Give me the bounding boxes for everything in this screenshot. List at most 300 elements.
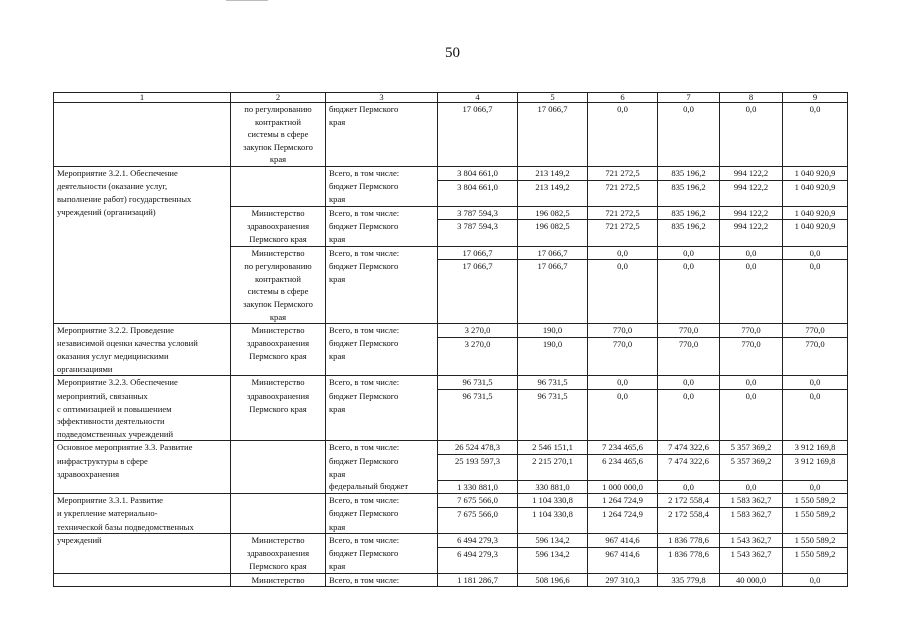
funding-source-cell: бюджет Пермского — [326, 180, 438, 193]
amount-cell: 17 066,7 — [438, 246, 518, 260]
funding-source-cell: края — [326, 468, 438, 481]
executor-cell: Пермского края — [231, 350, 326, 363]
amount-cell: 5 357 369,2 — [720, 441, 783, 455]
amount-cell: 7 675 566,0 — [438, 507, 518, 520]
amount-cell: 3 804 661,0 — [438, 180, 518, 193]
executor-cell: здравоохранения — [231, 220, 326, 233]
amount-cell: 0,0 — [720, 376, 783, 390]
table-row — [54, 337, 848, 350]
executor-cell — [231, 480, 326, 494]
amount-cell — [783, 560, 848, 573]
amount-cell: 770,0 — [720, 337, 783, 350]
activity-cell — [54, 128, 231, 141]
budget-table — [53, 92, 848, 587]
amount-cell — [720, 311, 783, 324]
table-row — [54, 180, 848, 193]
executor-cell: закупок Пермского — [231, 298, 326, 311]
table-row — [54, 311, 848, 324]
amount-cell — [438, 116, 518, 129]
amount-cell — [720, 153, 783, 166]
amount-cell: 1 543 362,7 — [720, 534, 783, 548]
amount-cell — [658, 521, 720, 534]
amount-cell: 17 066,7 — [438, 260, 518, 273]
header-cell: 6 — [588, 93, 658, 103]
funding-source-cell: края — [326, 403, 438, 416]
table-row — [54, 521, 848, 534]
amount-cell — [518, 116, 588, 129]
funding-source-cell: края — [326, 521, 438, 534]
activity-cell: оказания услуг медицинскими — [54, 350, 231, 363]
executor-cell: контрактной — [231, 273, 326, 286]
table-row — [54, 103, 848, 116]
amount-cell: 1 550 589,2 — [783, 507, 848, 520]
header-cell: 7 — [658, 93, 720, 103]
amount-cell — [438, 285, 518, 298]
funding-source-cell: бюджет Пермского — [326, 455, 438, 468]
amount-cell — [438, 128, 518, 141]
table-body — [54, 93, 848, 587]
amount-cell: 1 181 286,7 — [438, 573, 518, 587]
amount-cell — [518, 128, 588, 141]
amount-cell — [658, 403, 720, 416]
activity-cell — [54, 573, 231, 587]
amount-cell: 7 234 465,6 — [588, 441, 658, 455]
amount-cell — [518, 560, 588, 573]
funding-source-cell: Всего, в том числе: — [326, 376, 438, 390]
activity-cell: Мероприятие 3.2.1. Обеспечение — [54, 166, 231, 180]
activity-cell — [54, 560, 231, 573]
amount-cell: 835 196,2 — [658, 206, 720, 220]
table-row — [54, 468, 848, 481]
amount-cell: 967 414,6 — [588, 547, 658, 560]
scan-artifact-line — [226, 0, 268, 1]
funding-source-cell: края — [326, 350, 438, 363]
amount-cell — [588, 311, 658, 324]
amount-cell — [518, 233, 588, 246]
amount-cell — [720, 233, 783, 246]
executor-cell: Министерство — [231, 376, 326, 390]
activity-cell: с оптимизацией и повышением — [54, 403, 231, 416]
amount-cell — [588, 273, 658, 286]
table-row — [54, 507, 848, 520]
table-row — [54, 480, 848, 494]
amount-cell — [588, 350, 658, 363]
amount-cell — [588, 128, 658, 141]
table-row — [54, 573, 848, 587]
amount-cell — [588, 428, 658, 441]
header-cell: 2 — [231, 93, 326, 103]
amount-cell: 2 172 558,4 — [658, 507, 720, 520]
amount-cell — [518, 468, 588, 481]
executor-cell: Пермского края — [231, 233, 326, 246]
amount-cell: 3 270,0 — [438, 324, 518, 338]
table-row — [54, 455, 848, 468]
amount-cell: 6 494 279,3 — [438, 547, 518, 560]
executor-cell: Министерство — [231, 573, 326, 587]
table-row — [54, 415, 848, 428]
executor-cell: Пермского края — [231, 403, 326, 416]
amount-cell — [783, 311, 848, 324]
activity-cell — [54, 480, 231, 494]
amount-cell: 0,0 — [783, 376, 848, 390]
funding-source-cell — [326, 415, 438, 428]
amount-cell — [720, 428, 783, 441]
amount-cell — [438, 193, 518, 206]
activity-cell — [54, 141, 231, 154]
amount-cell: 0,0 — [658, 103, 720, 116]
table-row — [54, 534, 848, 548]
activity-cell: деятельности (оказание услуг, — [54, 180, 231, 193]
amount-cell — [720, 141, 783, 154]
table-row — [54, 141, 848, 154]
amount-cell — [658, 311, 720, 324]
amount-cell — [658, 560, 720, 573]
activity-cell — [54, 246, 231, 260]
amount-cell — [658, 273, 720, 286]
amount-cell — [720, 415, 783, 428]
header-cell: 8 — [720, 93, 783, 103]
table-row — [54, 350, 848, 363]
amount-cell — [783, 193, 848, 206]
amount-cell — [518, 415, 588, 428]
amount-cell: 721 272,5 — [588, 180, 658, 193]
table-row — [54, 428, 848, 441]
table-row — [54, 220, 848, 233]
executor-cell — [231, 507, 326, 520]
amount-cell — [588, 116, 658, 129]
amount-cell: 335 779,8 — [658, 573, 720, 587]
activity-cell — [54, 260, 231, 273]
amount-cell — [438, 560, 518, 573]
page-number: 50 — [445, 45, 460, 61]
amount-cell: 2 546 151,1 — [518, 441, 588, 455]
amount-cell — [588, 153, 658, 166]
amount-cell — [518, 153, 588, 166]
activity-cell: Основное мероприятие 3.3. Развитие — [54, 441, 231, 455]
amount-cell — [518, 350, 588, 363]
activity-cell — [54, 285, 231, 298]
funding-source-cell: Всего, в том числе: — [326, 534, 438, 548]
amount-cell: 40 000,0 — [720, 573, 783, 587]
amount-cell — [588, 141, 658, 154]
amount-cell: 0,0 — [720, 390, 783, 403]
activity-cell: Мероприятие 3.3.1. Развитие — [54, 494, 231, 508]
activity-cell: эффективности деятельности — [54, 415, 231, 428]
amount-cell: 1 330 881,0 — [438, 480, 518, 494]
amount-cell — [658, 233, 720, 246]
amount-cell: 0,0 — [658, 390, 720, 403]
amount-cell: 0,0 — [783, 480, 848, 494]
amount-cell: 17 066,7 — [518, 246, 588, 260]
amount-cell: 596 134,2 — [518, 534, 588, 548]
amount-cell: 994 122,2 — [720, 220, 783, 233]
amount-cell — [588, 403, 658, 416]
amount-cell — [720, 298, 783, 311]
amount-cell — [658, 468, 720, 481]
activity-cell: учреждений (организаций) — [54, 206, 231, 220]
amount-cell — [588, 193, 658, 206]
amount-cell — [658, 363, 720, 376]
amount-cell: 0,0 — [658, 246, 720, 260]
amount-cell: 0,0 — [720, 246, 783, 260]
table-row — [54, 166, 848, 180]
amount-cell — [783, 141, 848, 154]
table-row — [54, 298, 848, 311]
executor-cell — [231, 166, 326, 180]
amount-cell — [588, 285, 658, 298]
amount-cell: 0,0 — [783, 390, 848, 403]
amount-cell — [438, 521, 518, 534]
amount-cell: 835 196,2 — [658, 166, 720, 180]
executor-cell — [231, 521, 326, 534]
amount-cell: 7 675 566,0 — [438, 494, 518, 508]
amount-cell — [518, 273, 588, 286]
activity-cell: учреждений — [54, 534, 231, 548]
activity-cell: технической базы подведомственных — [54, 521, 231, 534]
executor-cell — [231, 193, 326, 206]
table-row — [54, 193, 848, 206]
table-row — [54, 390, 848, 403]
funding-source-cell: Всего, в том числе: — [326, 494, 438, 508]
table-row — [54, 324, 848, 338]
amount-cell: 6 234 465,6 — [588, 455, 658, 468]
table-row — [54, 441, 848, 455]
amount-cell: 0,0 — [783, 246, 848, 260]
amount-cell — [720, 193, 783, 206]
funding-source-cell: Всего, в том числе: — [326, 166, 438, 180]
activity-cell: независимой оценки качества условий — [54, 337, 231, 350]
amount-cell: 330 881,0 — [518, 480, 588, 494]
amount-cell — [588, 415, 658, 428]
executor-cell: Министерство — [231, 324, 326, 338]
amount-cell: 0,0 — [588, 246, 658, 260]
amount-cell: 0,0 — [588, 260, 658, 273]
amount-cell — [783, 428, 848, 441]
executor-cell: здравоохранения — [231, 390, 326, 403]
amount-cell: 7 474 322,6 — [658, 455, 720, 468]
activity-cell — [54, 233, 231, 246]
funding-source-cell: Всего, в том числе: — [326, 246, 438, 260]
amount-cell: 1 543 362,7 — [720, 547, 783, 560]
table-row — [54, 153, 848, 166]
amount-cell: 0,0 — [588, 103, 658, 116]
amount-cell: 0,0 — [783, 103, 848, 116]
funding-source-cell: Всего, в том числе: — [326, 441, 438, 455]
amount-cell: 26 524 478,3 — [438, 441, 518, 455]
amount-cell — [720, 128, 783, 141]
funding-source-cell: бюджет Пермского — [326, 547, 438, 560]
amount-cell: 0,0 — [588, 390, 658, 403]
amount-cell: 96 731,5 — [438, 390, 518, 403]
executor-cell: Министерство — [231, 246, 326, 260]
activity-cell: Мероприятие 3.2.2. Проведение — [54, 324, 231, 338]
amount-cell — [783, 363, 848, 376]
executor-cell — [231, 363, 326, 376]
amount-cell — [720, 273, 783, 286]
executor-cell: системы в сфере — [231, 128, 326, 141]
table-row — [54, 547, 848, 560]
header-cell: 1 — [54, 93, 231, 103]
amount-cell: 17 066,7 — [518, 103, 588, 116]
amount-cell: 96 731,5 — [438, 376, 518, 390]
funding-source-cell: бюджет Пермского — [326, 390, 438, 403]
amount-cell: 96 731,5 — [518, 390, 588, 403]
activity-cell: здравоохранения — [54, 468, 231, 481]
table-row — [54, 246, 848, 260]
executor-cell: закупок Пермского — [231, 141, 326, 154]
amount-cell: 17 066,7 — [438, 103, 518, 116]
funding-source-cell: бюджет Пермского — [326, 507, 438, 520]
amount-cell: 1 104 330,8 — [518, 494, 588, 508]
amount-cell: 6 494 279,3 — [438, 534, 518, 548]
amount-cell: 770,0 — [658, 337, 720, 350]
amount-cell: 1 583 362,7 — [720, 507, 783, 520]
table-row — [54, 206, 848, 220]
amount-cell: 508 196,6 — [518, 573, 588, 587]
amount-cell: 190,0 — [518, 337, 588, 350]
activity-cell — [54, 116, 231, 129]
executor-cell — [231, 428, 326, 441]
amount-cell — [518, 141, 588, 154]
amount-cell: 2 172 558,4 — [658, 494, 720, 508]
funding-source-cell — [326, 285, 438, 298]
executor-cell — [231, 494, 326, 508]
amount-cell: 994 122,2 — [720, 166, 783, 180]
amount-cell: 770,0 — [720, 324, 783, 338]
amount-cell: 721 272,5 — [588, 166, 658, 180]
activity-cell — [54, 153, 231, 166]
activity-cell — [54, 298, 231, 311]
amount-cell — [588, 298, 658, 311]
funding-source-cell: бюджет Пермского — [326, 220, 438, 233]
amount-cell — [720, 116, 783, 129]
amount-cell: 994 122,2 — [720, 180, 783, 193]
amount-cell: 596 134,2 — [518, 547, 588, 560]
amount-cell — [720, 350, 783, 363]
amount-cell — [658, 193, 720, 206]
amount-cell: 0,0 — [658, 480, 720, 494]
executor-cell: по регулированию — [231, 260, 326, 273]
amount-cell — [783, 468, 848, 481]
executor-cell: Министерство — [231, 206, 326, 220]
funding-source-cell: федеральный бюджет — [326, 480, 438, 494]
header-cell: 9 — [783, 93, 848, 103]
amount-cell — [783, 233, 848, 246]
amount-cell: 1 550 589,2 — [783, 534, 848, 548]
amount-cell: 770,0 — [588, 324, 658, 338]
table-row — [54, 376, 848, 390]
amount-cell — [588, 560, 658, 573]
amount-cell — [588, 521, 658, 534]
activity-cell — [54, 220, 231, 233]
funding-source-cell — [326, 298, 438, 311]
executor-cell: края — [231, 311, 326, 324]
table-row — [54, 128, 848, 141]
amount-cell: 1 000 000,0 — [588, 480, 658, 494]
amount-cell — [438, 233, 518, 246]
activity-cell: подведомственных учреждений — [54, 428, 231, 441]
amount-cell: 190,0 — [518, 324, 588, 338]
amount-cell: 0,0 — [588, 376, 658, 390]
amount-cell: 0,0 — [783, 260, 848, 273]
amount-cell — [658, 116, 720, 129]
amount-cell — [658, 128, 720, 141]
amount-cell: 721 272,5 — [588, 220, 658, 233]
amount-cell — [783, 521, 848, 534]
executor-cell: здравоохранения — [231, 337, 326, 350]
amount-cell: 835 196,2 — [658, 180, 720, 193]
amount-cell: 196 082,5 — [518, 206, 588, 220]
amount-cell — [588, 363, 658, 376]
amount-cell — [720, 403, 783, 416]
activity-cell: мероприятий, связанных — [54, 390, 231, 403]
amount-cell: 1 550 589,2 — [783, 494, 848, 508]
amount-cell: 1 836 778,6 — [658, 534, 720, 548]
amount-cell — [658, 350, 720, 363]
amount-cell — [438, 350, 518, 363]
table-row — [54, 494, 848, 508]
amount-cell — [783, 153, 848, 166]
funding-source-cell — [326, 311, 438, 324]
executor-cell: Министерство — [231, 534, 326, 548]
funding-source-cell — [326, 363, 438, 376]
executor-cell — [231, 441, 326, 455]
amount-cell — [518, 521, 588, 534]
amount-cell: 0,0 — [720, 480, 783, 494]
amount-cell — [438, 428, 518, 441]
amount-cell: 770,0 — [588, 337, 658, 350]
table-row — [54, 363, 848, 376]
amount-cell — [518, 298, 588, 311]
amount-cell: 213 149,2 — [518, 166, 588, 180]
amount-cell — [783, 403, 848, 416]
amount-cell: 1 040 920,9 — [783, 206, 848, 220]
activity-cell — [54, 273, 231, 286]
executor-cell — [231, 180, 326, 193]
amount-cell — [518, 363, 588, 376]
amount-cell: 3 787 594,3 — [438, 220, 518, 233]
amount-cell: 17 066,7 — [518, 260, 588, 273]
executor-cell: Пермского края — [231, 560, 326, 573]
amount-cell: 1 104 330,8 — [518, 507, 588, 520]
funding-source-cell — [326, 428, 438, 441]
table-row — [54, 560, 848, 573]
funding-source-cell: края — [326, 193, 438, 206]
amount-cell: 0,0 — [783, 573, 848, 587]
amount-cell: 2 215 270,1 — [518, 455, 588, 468]
amount-cell — [518, 403, 588, 416]
funding-source-cell: края — [326, 116, 438, 129]
activity-cell: выполнение работ) государственных — [54, 193, 231, 206]
activity-cell — [54, 547, 231, 560]
amount-cell — [720, 285, 783, 298]
amount-cell: 1 264 724,9 — [588, 494, 658, 508]
header-cell: 5 — [518, 93, 588, 103]
activity-cell: и укрепление материально- — [54, 507, 231, 520]
amount-cell — [658, 141, 720, 154]
amount-cell: 0,0 — [658, 376, 720, 390]
amount-cell: 5 357 369,2 — [720, 455, 783, 468]
executor-cell: системы в сфере — [231, 285, 326, 298]
amount-cell: 0,0 — [658, 260, 720, 273]
amount-cell — [658, 415, 720, 428]
activity-cell: инфраструктуры в сфере — [54, 455, 231, 468]
amount-cell — [783, 285, 848, 298]
table-row — [54, 116, 848, 129]
amount-cell — [588, 468, 658, 481]
amount-cell — [438, 273, 518, 286]
executor-cell: по регулированию — [231, 103, 326, 116]
